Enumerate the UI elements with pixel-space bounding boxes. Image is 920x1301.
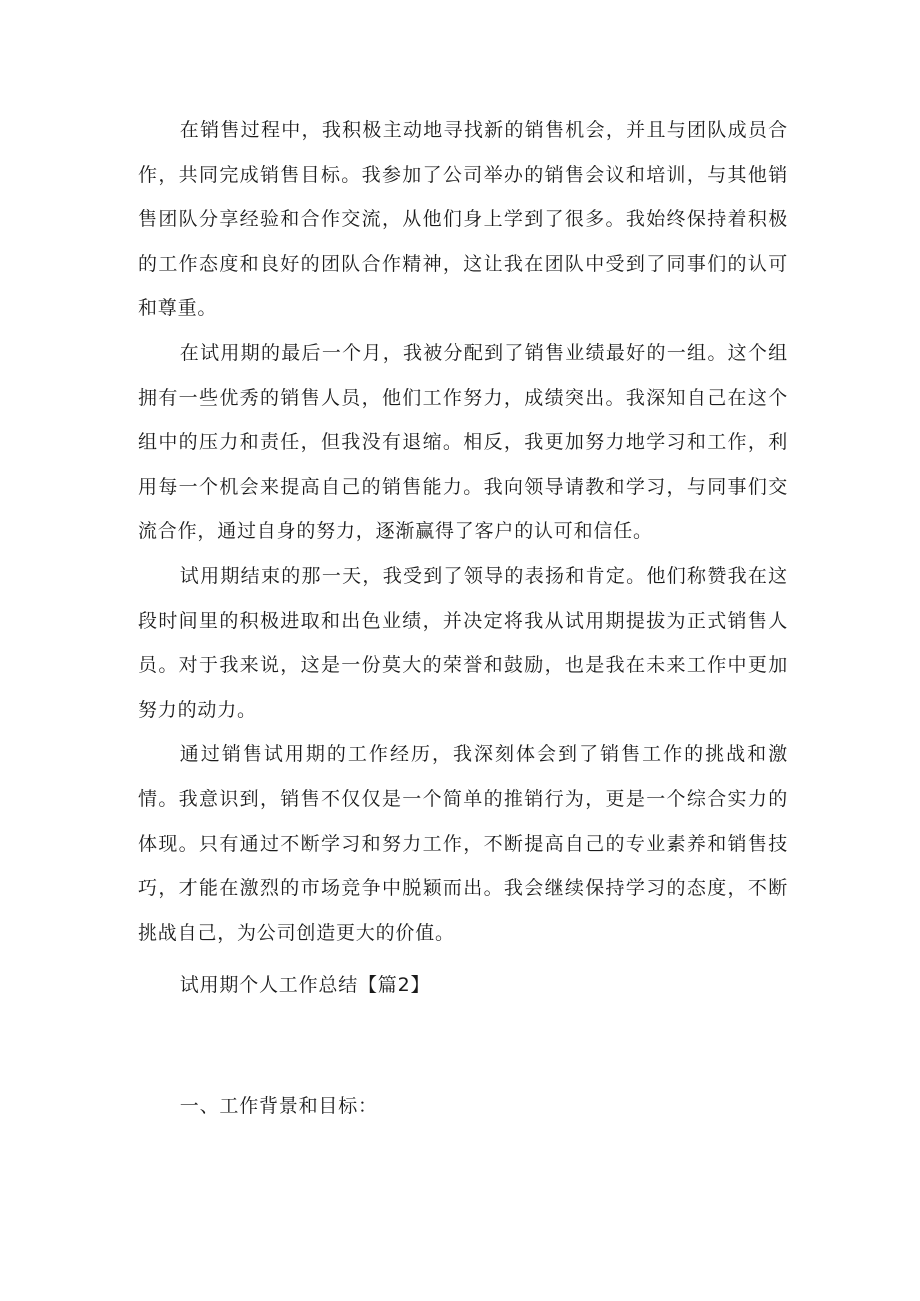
paragraph-4: 通过销售试用期的工作经历，我深刻体会到了销售工作的挑战和激情。我意识到，销售不仅仅是一个简单的推销行为，更是一个综合实力的体现。只有通过不断学习和努力工作，不断提高自己的专业素养和销售技巧，才能在激烈的市场竞争中脱颖而出。我会继续保持学习的态度，不断挑战自己，为公司创造更大的价值。 <box>138 743 788 944</box>
subsection-title: 一、工作背景和目标： <box>179 1094 378 1117</box>
paragraph-1: 在销售过程中，我积极主动地寻找新的销售机会，并且与团队成员合作，共同完成销售目标。我参加了公司举办的销售会议和培训，与其他销售团队分享经验和合作交流，从他们身上学到了很多。我始终保持着积极的工作态度和良好的团队合作精神，这让我在团队中受到了同事们的认可和尊重。 <box>138 119 788 320</box>
paragraph-2: 在试用期的最后一个月，我被分配到了销售业绩最好的一组。这个组拥有一些优秀的销售人员，他们工作努力，成绩突出。我深知自己在这个组中的压力和责任，但我没有退缩。相反，我更加努力地学习和工作，利用每一个机会来提高自己的销售能力。我向领导请教和学习，与同事们交流合作，通过自身的努力，逐渐赢得了客户的认可和信任。 <box>138 341 788 543</box>
section-title: 试用期个人工作总结【篇2】 <box>179 974 431 997</box>
paragraph-3: 试用期结束的那一天，我受到了领导的表扬和肯定。他们称赞我在这段时间里的积极进取和出色业绩，并决定将我从试用期提拔为正式销售人员。对于我来说，这是一份莫大的荣誉和鼓励，也是我在未来工作中更加努力的动力。 <box>138 564 788 721</box>
document-body <box>138 108 788 1128</box>
